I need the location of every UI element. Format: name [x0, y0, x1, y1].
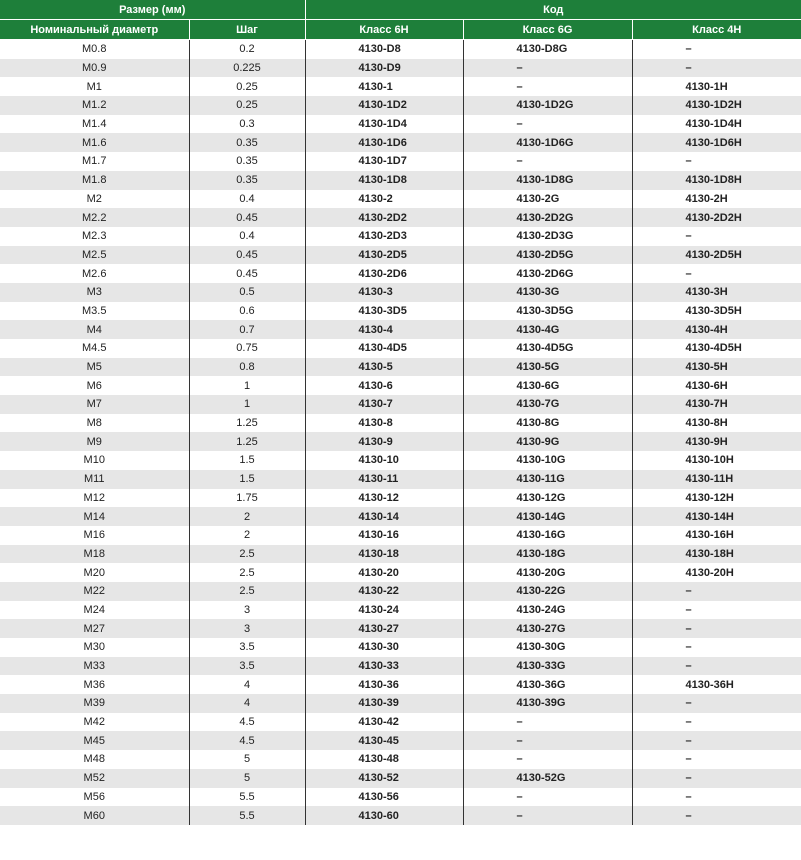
- cell-class-6h: 4130-7: [305, 395, 463, 414]
- cell-diameter: M1.2: [0, 96, 189, 115]
- table-row: [0, 264, 801, 283]
- cell-class-4h: 4130-2H: [685, 192, 728, 205]
- cell-class-4h: –: [685, 603, 692, 616]
- cell-diameter: M52: [0, 769, 189, 788]
- cell-pitch: 0.5: [189, 283, 305, 302]
- cell-pitch: 3.5: [189, 638, 305, 657]
- cell-class-4h: 4130-2D2H: [632, 208, 801, 227]
- cell-class-4h: 4130-8H: [685, 417, 728, 430]
- cell-pitch: 0.4: [189, 227, 305, 246]
- cell-class-4h: 4130-4H: [632, 320, 801, 339]
- cell-class-4h: –: [632, 59, 801, 78]
- cell-diameter: M10: [0, 451, 189, 470]
- cell-class-6h: 4130-20: [305, 563, 463, 582]
- cell-class-6g: 4130-52G: [463, 769, 632, 788]
- table-row: [0, 208, 801, 227]
- cell-class-6h: 4130-56: [305, 788, 463, 807]
- cell-class-6h: 4130-1D8: [305, 171, 463, 190]
- cell-pitch: 0.225: [189, 59, 305, 78]
- cell-class-6g: 4130-2D2G: [463, 208, 632, 227]
- table-row: [0, 545, 801, 564]
- cell-class-6h: 4130-5: [305, 358, 463, 377]
- cell-class-6h: 4130-45: [305, 731, 463, 750]
- cell-class-4h: 4130-10H: [685, 454, 734, 467]
- cell-pitch: 0.25: [189, 96, 305, 115]
- cell-class-4h: 4130-3H: [632, 283, 801, 302]
- cell-class-4h: –: [632, 619, 801, 638]
- cell-class-6h: 4130-6: [305, 376, 463, 395]
- table-row: [0, 582, 801, 601]
- cell-pitch: 2.5: [189, 563, 305, 582]
- cell-class-6h: 4130-11: [305, 470, 463, 489]
- cell-diameter: M42: [0, 713, 189, 732]
- cell-pitch: 1.75: [189, 489, 305, 508]
- cell-class-6g: 4130-2G: [463, 190, 632, 209]
- cell-pitch: 0.35: [189, 152, 305, 171]
- cell-diameter: M1.6: [0, 133, 189, 152]
- cell-class-6g: 4130-4D5G: [463, 339, 632, 358]
- cell-class-6g: –: [463, 713, 632, 732]
- cell-class-6h: 4130-4D5: [305, 339, 463, 358]
- table-row: [0, 358, 801, 377]
- cell-diameter: M2.5: [0, 246, 189, 265]
- cell-class-4h: –: [632, 694, 801, 713]
- table-row: [0, 77, 801, 96]
- cell-pitch: 0.3: [189, 115, 305, 134]
- cell-class-4h: –: [685, 230, 692, 243]
- cell-class-6g: 4130-1D6G: [463, 133, 632, 152]
- table-body: [0, 40, 801, 825]
- cell-class-4h: 4130-1D6H: [632, 133, 801, 152]
- header-size-group: Размер (мм): [0, 0, 305, 20]
- table-row: [0, 227, 801, 246]
- table-row: [0, 563, 801, 582]
- table-row: [0, 414, 801, 433]
- cell-pitch: 1: [189, 395, 305, 414]
- cell-pitch: 1.5: [189, 470, 305, 489]
- cell-diameter: M6: [0, 376, 189, 395]
- cell-class-6h: 4130-12: [305, 489, 463, 508]
- cell-class-6g: 4130-7G: [463, 395, 632, 414]
- cell-class-6h: 4130-60: [305, 806, 463, 825]
- cell-class-6h: 4130-D9: [305, 59, 463, 78]
- cell-class-6h: 4130-2D5: [305, 246, 463, 265]
- cell-class-6h: 4130-16: [305, 526, 463, 545]
- cell-class-6h: 4130-8: [305, 414, 463, 433]
- cell-class-4h: 4130-9H: [632, 432, 801, 451]
- cell-diameter: M9: [0, 432, 189, 451]
- header-pitch: Шаг: [189, 20, 305, 40]
- cell-diameter: M45: [0, 731, 189, 750]
- cell-pitch: 0.7: [189, 320, 305, 339]
- table-row: [0, 432, 801, 451]
- cell-class-6g: 4130-2D5G: [463, 246, 632, 265]
- table-row: [0, 675, 801, 694]
- cell-class-6g: 4130-16G: [463, 526, 632, 545]
- cell-class-6h: 4130-1: [305, 77, 463, 96]
- cell-diameter: M0.8: [0, 40, 189, 59]
- cell-pitch: 4.5: [189, 731, 305, 750]
- cell-pitch: 2.5: [189, 582, 305, 601]
- cell-diameter: M36: [0, 675, 189, 694]
- cell-class-6g: 4130-10G: [463, 451, 632, 470]
- cell-pitch: 0.6: [189, 302, 305, 321]
- header-class-6g: Класс 6G: [463, 20, 632, 40]
- cell-class-4h: 4130-14H: [632, 507, 801, 526]
- table-row: [0, 190, 801, 209]
- cell-pitch: 3.5: [189, 657, 305, 676]
- cell-diameter: M48: [0, 750, 189, 769]
- cell-diameter: M2.2: [0, 208, 189, 227]
- cell-diameter: M14: [0, 507, 189, 526]
- cell-class-4h: –: [685, 753, 692, 766]
- cell-class-4h: 4130-11H: [632, 470, 801, 489]
- cell-class-6g: 4130-22G: [463, 582, 632, 601]
- cell-diameter: M1.8: [0, 171, 189, 190]
- cell-class-6g: 4130-33G: [463, 657, 632, 676]
- header-class-4h: Класс 4H: [632, 20, 801, 40]
- cell-class-6g: 4130-24G: [463, 601, 632, 620]
- cell-class-4h: –: [632, 806, 801, 825]
- cell-diameter: M12: [0, 489, 189, 508]
- cell-pitch: 4.5: [189, 713, 305, 732]
- cell-diameter: M33: [0, 657, 189, 676]
- table-row: [0, 152, 801, 171]
- cell-diameter: M4.5: [0, 339, 189, 358]
- cell-diameter: M3.5: [0, 302, 189, 321]
- cell-pitch: 5: [189, 769, 305, 788]
- cell-class-6g: –: [463, 750, 632, 769]
- cell-pitch: 5.5: [189, 788, 305, 807]
- cell-class-6h: 4130-1D7: [305, 152, 463, 171]
- table-row: [0, 619, 801, 638]
- cell-class-6g: 4130-14G: [463, 507, 632, 526]
- cell-class-6g: 4130-36G: [463, 675, 632, 694]
- cell-class-6h: 4130-3D5: [305, 302, 463, 321]
- table-row: [0, 283, 801, 302]
- cell-class-6g: 4130-2D6G: [463, 264, 632, 283]
- cell-class-6g: 4130-20G: [463, 563, 632, 582]
- cell-class-4h: 4130-12H: [685, 491, 734, 504]
- cell-class-4h: 4130-5H: [632, 358, 801, 377]
- cell-class-6h: 4130-9: [305, 432, 463, 451]
- cell-class-6h: 4130-36: [305, 675, 463, 694]
- cell-class-6h: 4130-2D2: [305, 208, 463, 227]
- cell-class-6g: 4130-3G: [463, 283, 632, 302]
- cell-class-6g: 4130-1D2G: [463, 96, 632, 115]
- cell-pitch: 2: [189, 507, 305, 526]
- cell-pitch: 0.35: [189, 171, 305, 190]
- cell-pitch: 0.35: [189, 133, 305, 152]
- cell-class-6g: 4130-3D5G: [463, 302, 632, 321]
- table-row: [0, 96, 801, 115]
- table-row: [0, 731, 801, 750]
- cell-class-6g: 4130-4G: [463, 320, 632, 339]
- cell-class-6h: 4130-42: [305, 713, 463, 732]
- cell-class-4h: 4130-6H: [685, 379, 728, 392]
- table-row: [0, 246, 801, 265]
- cell-diameter: M60: [0, 806, 189, 825]
- table-row: [0, 601, 801, 620]
- table-row: [0, 133, 801, 152]
- table-row: [0, 339, 801, 358]
- table-row: [0, 806, 801, 825]
- cell-class-4h: 4130-16H: [685, 529, 734, 542]
- cell-class-6g: –: [463, 59, 632, 78]
- cell-class-6g: 4130-5G: [463, 358, 632, 377]
- cell-class-4h: 4130-7H: [632, 395, 801, 414]
- table-row: [0, 40, 801, 59]
- cell-class-6g: –: [463, 152, 632, 171]
- table-row: [0, 376, 801, 395]
- cell-class-6h: 4130-33: [305, 657, 463, 676]
- cell-diameter: M20: [0, 563, 189, 582]
- cell-diameter: M56: [0, 788, 189, 807]
- cell-pitch: 0.45: [189, 264, 305, 283]
- cell-class-4h: –: [685, 790, 692, 803]
- table-row: [0, 526, 801, 545]
- cell-class-4h: –: [632, 582, 801, 601]
- cell-class-6g: 4130-8G: [463, 414, 632, 433]
- table-row: [0, 451, 801, 470]
- cell-pitch: 0.45: [189, 208, 305, 227]
- cell-class-4h: –: [632, 769, 801, 788]
- cell-diameter: M0.9: [0, 59, 189, 78]
- header-nominal-diameter: Номинальный диаметр: [0, 20, 189, 40]
- table-row: [0, 302, 801, 321]
- table-row: [0, 713, 801, 732]
- cell-class-6g: –: [463, 77, 632, 96]
- cell-pitch: 4: [189, 675, 305, 694]
- cell-pitch: 1: [189, 376, 305, 395]
- cell-diameter: M8: [0, 414, 189, 433]
- cell-class-4h: 4130-18H: [632, 545, 801, 564]
- header-column-row: [0, 20, 801, 40]
- cell-class-4h: 4130-20H: [685, 566, 734, 579]
- cell-class-4h: –: [685, 716, 692, 729]
- cell-diameter: M24: [0, 601, 189, 620]
- cell-class-6h: 4130-2D6: [305, 264, 463, 283]
- cell-class-6g: –: [463, 788, 632, 807]
- cell-class-4h: –: [685, 267, 692, 280]
- cell-class-6g: 4130-9G: [463, 432, 632, 451]
- cell-pitch: 5: [189, 750, 305, 769]
- cell-class-6h: 4130-1D6: [305, 133, 463, 152]
- cell-class-6g: 4130-30G: [463, 638, 632, 657]
- header-class-6h: Класс 6H: [305, 20, 463, 40]
- cell-pitch: 2: [189, 526, 305, 545]
- cell-class-6g: 4130-39G: [463, 694, 632, 713]
- cell-class-6h: 4130-3: [305, 283, 463, 302]
- cell-class-4h: 4130-1D4H: [685, 118, 742, 131]
- cell-class-6g: 4130-27G: [463, 619, 632, 638]
- cell-diameter: M16: [0, 526, 189, 545]
- cell-diameter: M1.4: [0, 115, 189, 134]
- table-row: [0, 788, 801, 807]
- cell-pitch: 0.45: [189, 246, 305, 265]
- header-group-row: [0, 0, 801, 20]
- table-row: [0, 320, 801, 339]
- table-row: [0, 638, 801, 657]
- cell-class-6g: –: [463, 806, 632, 825]
- cell-pitch: 0.25: [189, 77, 305, 96]
- cell-class-6g: 4130-D8G: [463, 40, 632, 59]
- table-row: [0, 171, 801, 190]
- cell-pitch: 1.5: [189, 451, 305, 470]
- table-row: [0, 470, 801, 489]
- table-row: [0, 395, 801, 414]
- table-row: [0, 769, 801, 788]
- table-row: [0, 507, 801, 526]
- cell-class-6h: 4130-48: [305, 750, 463, 769]
- cell-class-6h: 4130-18: [305, 545, 463, 564]
- cell-class-4h: 4130-1H: [685, 80, 728, 93]
- header-code-group: Код: [305, 0, 801, 20]
- cell-class-4h: –: [632, 731, 801, 750]
- cell-pitch: 0.8: [189, 358, 305, 377]
- cell-class-4h: 4130-1D8H: [632, 171, 801, 190]
- cell-diameter: M5: [0, 358, 189, 377]
- cell-class-6h: 4130-1D4: [305, 115, 463, 134]
- cell-class-4h: –: [685, 43, 692, 56]
- cell-class-4h: 4130-36H: [685, 678, 734, 691]
- cell-class-6h: 4130-1D2: [305, 96, 463, 115]
- cell-diameter: M11: [0, 470, 189, 489]
- cell-class-4h: –: [632, 657, 801, 676]
- cell-class-6h: 4130-39: [305, 694, 463, 713]
- cell-class-6h: 4130-2: [305, 190, 463, 209]
- cell-class-4h: 4130-2D5H: [632, 246, 801, 265]
- cell-class-6h: 4130-22: [305, 582, 463, 601]
- cell-class-6h: 4130-24: [305, 601, 463, 620]
- cell-class-4h: –: [685, 641, 692, 654]
- cell-pitch: 4: [189, 694, 305, 713]
- cell-pitch: 3: [189, 601, 305, 620]
- cell-class-4h: –: [685, 155, 692, 168]
- cell-class-6h: 4130-14: [305, 507, 463, 526]
- cell-pitch: 5.5: [189, 806, 305, 825]
- cell-pitch: 3: [189, 619, 305, 638]
- cell-class-6h: 4130-52: [305, 769, 463, 788]
- table-row: [0, 750, 801, 769]
- cell-diameter: M2: [0, 190, 189, 209]
- table-row: [0, 115, 801, 134]
- cell-diameter: M2.6: [0, 264, 189, 283]
- cell-class-6g: –: [463, 731, 632, 750]
- cell-diameter: M22: [0, 582, 189, 601]
- table-row: [0, 694, 801, 713]
- table-row: [0, 489, 801, 508]
- cell-class-6h: 4130-10: [305, 451, 463, 470]
- cell-class-4h: 4130-4D5H: [685, 342, 742, 355]
- cell-class-6g: 4130-1D8G: [463, 171, 632, 190]
- cell-diameter: M4: [0, 320, 189, 339]
- cell-diameter: M2.3: [0, 227, 189, 246]
- cell-class-4h: 4130-1D2H: [632, 96, 801, 115]
- cell-diameter: M30: [0, 638, 189, 657]
- cell-class-6g: 4130-12G: [463, 489, 632, 508]
- cell-diameter: M1: [0, 77, 189, 96]
- cell-class-6g: 4130-11G: [463, 470, 632, 489]
- cell-class-6g: 4130-18G: [463, 545, 632, 564]
- cell-diameter: M1.7: [0, 152, 189, 171]
- cell-pitch: 0.4: [189, 190, 305, 209]
- cell-pitch: 1.25: [189, 414, 305, 433]
- cell-class-6g: –: [463, 115, 632, 134]
- cell-class-6g: 4130-6G: [463, 376, 632, 395]
- cell-pitch: 0.2: [189, 40, 305, 59]
- table-row: [0, 657, 801, 676]
- cell-class-4h: 4130-3D5H: [685, 304, 742, 317]
- cell-diameter: M7: [0, 395, 189, 414]
- cell-class-6h: 4130-30: [305, 638, 463, 657]
- cell-class-6h: 4130-4: [305, 320, 463, 339]
- table-row: [0, 59, 801, 78]
- cell-class-6h: 4130-27: [305, 619, 463, 638]
- cell-pitch: 0.75: [189, 339, 305, 358]
- cell-pitch: 2.5: [189, 545, 305, 564]
- cell-diameter: M3: [0, 283, 189, 302]
- cell-pitch: 1.25: [189, 432, 305, 451]
- cell-diameter: M18: [0, 545, 189, 564]
- cell-diameter: M39: [0, 694, 189, 713]
- cell-class-6g: 4130-2D3G: [463, 227, 632, 246]
- cell-class-6h: 4130-D8: [305, 40, 463, 59]
- cell-diameter: M27: [0, 619, 189, 638]
- cell-class-6h: 4130-2D3: [305, 227, 463, 246]
